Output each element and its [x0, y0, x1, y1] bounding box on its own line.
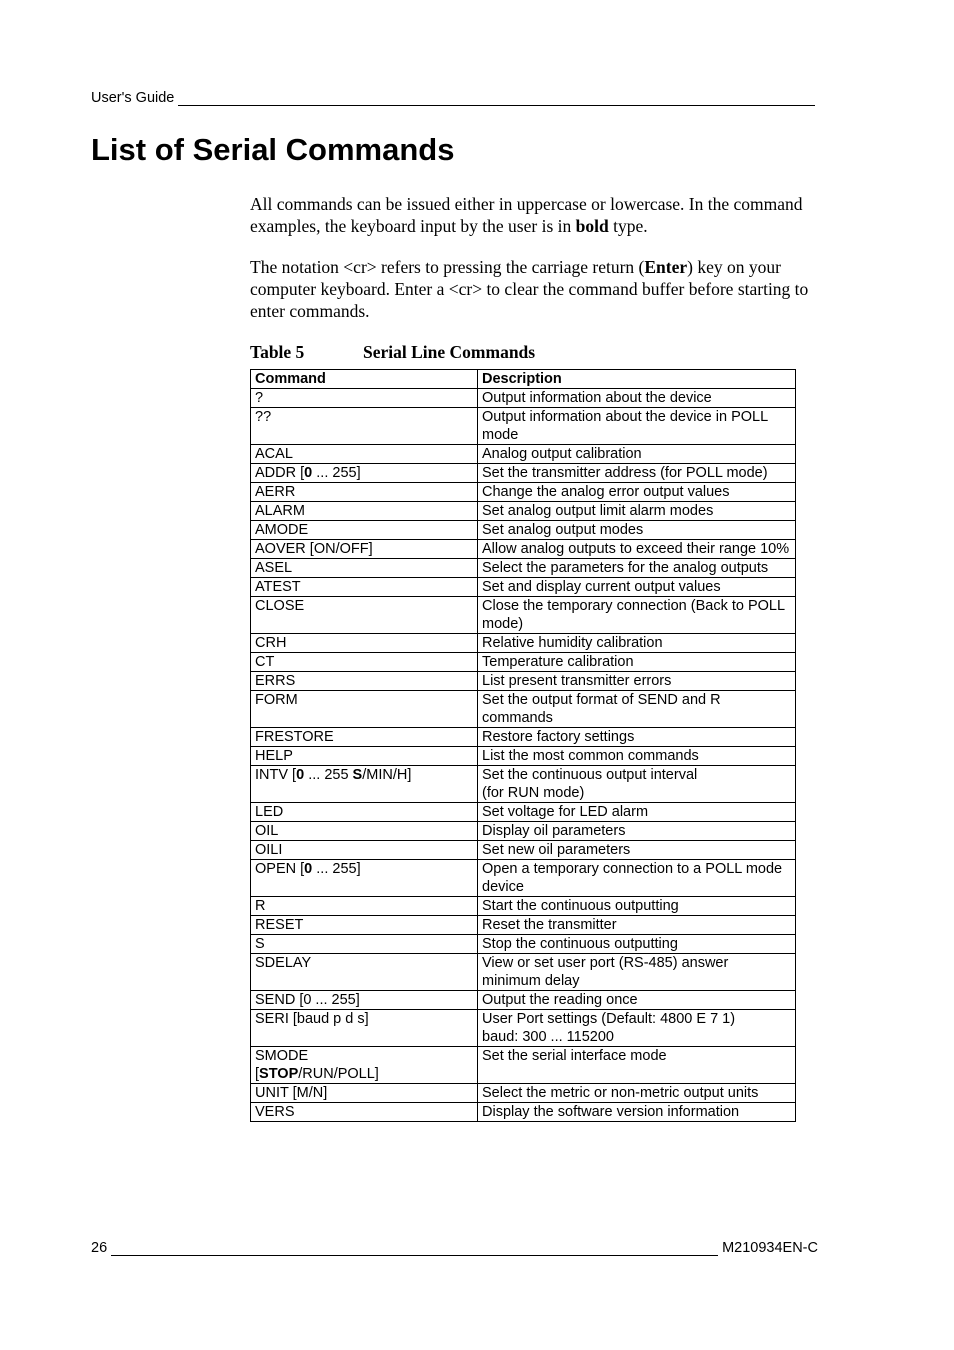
command-cell — [251, 559, 478, 578]
command-part: UNIT [M/N] — [255, 1085, 328, 1101]
table-row — [251, 578, 796, 597]
command-cell — [251, 747, 478, 766]
table-row — [251, 1084, 796, 1103]
description-cell: Analog output calibration — [478, 445, 796, 464]
command-part: ATEST — [255, 579, 301, 595]
table-caption — [250, 342, 536, 363]
description-cell: List the most common commands — [478, 747, 796, 766]
description-cell: Reset the transmitter — [478, 916, 796, 935]
command-bold-part: STOP — [259, 1066, 299, 1082]
table-row — [251, 728, 796, 747]
notation-text-bold: Enter — [644, 257, 688, 277]
description-cell: Open a temporary connection to a POLL mode device — [478, 860, 796, 897]
command-cell — [251, 1010, 478, 1047]
table-row — [251, 803, 796, 822]
caption-label: Table 5 — [250, 342, 305, 362]
description-cell: Select the metric or non-metric output units — [478, 1084, 796, 1103]
table-row — [251, 1010, 796, 1047]
command-part: ADDR [ — [255, 465, 305, 481]
description-cell: Set analog output limit alarm modes — [478, 502, 796, 521]
command-part: CLOSE — [255, 598, 305, 614]
page-number: 26 — [91, 1240, 108, 1256]
command-part: SDELAY — [255, 955, 312, 971]
running-header — [91, 90, 815, 106]
description-cell: Stop the continuous outputting — [478, 935, 796, 954]
command-cell — [251, 1047, 478, 1084]
description-cell: Change the analog error output values — [478, 483, 796, 502]
command-bold-part: 0 — [304, 465, 313, 481]
intro-text-pre: All commands can be issued either in uppercase or lowercase. In the command examples, the keyboard input by the user is in — [250, 194, 803, 236]
intro-text-post: type. — [608, 216, 648, 236]
command-cell — [251, 991, 478, 1010]
description-cell: Set voltage for LED alarm — [478, 803, 796, 822]
table-row — [251, 916, 796, 935]
page-title: List of Serial Commands — [91, 132, 455, 167]
description-cell: User Port settings (Default: 4800 E 7 1) baud: 300 ... 115200 — [478, 1010, 796, 1047]
command-cell — [251, 464, 478, 483]
notation-text-post: ) key on your computer keyboard. Enter a <cr> to clear the command buffer before starting to enter commands. — [250, 257, 809, 321]
table-row — [251, 860, 796, 897]
description-cell: Set the serial interface mode — [478, 1047, 796, 1084]
description-cell: Temperature calibration — [478, 653, 796, 672]
command-cell — [251, 897, 478, 916]
table-row — [251, 1047, 796, 1084]
command-cell — [251, 916, 478, 935]
command-cell — [251, 483, 478, 502]
table-body — [251, 389, 796, 1122]
description-cell: Start the continuous outputting — [478, 897, 796, 916]
table-row — [251, 445, 796, 464]
table-row — [251, 841, 796, 860]
description-cell: List present transmitter errors — [478, 672, 796, 691]
table-row — [251, 653, 796, 672]
command-bold-part: 0 — [304, 861, 313, 877]
command-cell — [251, 389, 478, 408]
command-cell — [251, 634, 478, 653]
notation-text-pre: The notation <cr> refers to pressing the carriage return ( — [250, 257, 645, 277]
table-row — [251, 766, 796, 803]
command-part: ? — [255, 390, 264, 406]
header-rule — [178, 91, 815, 106]
command-part: AOVER [ON/OFF] — [255, 541, 373, 557]
description-cell: Set the output format of SEND and R commands — [478, 691, 796, 728]
table-row — [251, 822, 796, 841]
table-row — [251, 408, 796, 445]
table-row — [251, 483, 796, 502]
command-part: SMODE [ — [255, 1048, 309, 1082]
command-cell — [251, 691, 478, 728]
caption-title: Serial Line Commands — [363, 342, 536, 362]
command-part: S — [255, 936, 265, 952]
description-cell: Set analog output modes — [478, 521, 796, 540]
header-text: User's Guide — [91, 90, 175, 106]
description-cell: Relative humidity calibration — [478, 634, 796, 653]
doc-code: M210934EN-C — [722, 1240, 818, 1256]
table-row — [251, 935, 796, 954]
command-cell — [251, 766, 478, 803]
command-part: R — [255, 898, 266, 914]
description-cell: Output information about the device in POLL mode — [478, 408, 796, 445]
footer-rule — [111, 1241, 718, 1256]
description-cell: Output the reading once — [478, 991, 796, 1010]
command-part: OILI — [255, 842, 283, 858]
table-row — [251, 597, 796, 634]
intro-paragraph — [250, 193, 810, 237]
command-part: ERRS — [255, 673, 296, 689]
command-part: ASEL — [255, 560, 293, 576]
command-cell — [251, 954, 478, 991]
command-cell — [251, 1103, 478, 1122]
command-part: SEND [0 ... 255] — [255, 992, 360, 1008]
table-row — [251, 502, 796, 521]
header-command: Command — [251, 370, 478, 389]
table-row — [251, 559, 796, 578]
table-row — [251, 464, 796, 483]
description-cell: Close the temporary connection (Back to POLL mode) — [478, 597, 796, 634]
table-row — [251, 634, 796, 653]
command-part: AMODE — [255, 522, 309, 538]
command-part: INTV [ — [255, 767, 297, 783]
command-cell — [251, 502, 478, 521]
command-part: /MIN/H] — [362, 767, 412, 783]
table-row — [251, 991, 796, 1010]
table-row — [251, 672, 796, 691]
description-cell: View or set user port (RS-485) answer minimum delay — [478, 954, 796, 991]
command-part: FORM — [255, 692, 298, 708]
description-cell: Allow analog outputs to exceed their range 10% — [478, 540, 796, 559]
command-part: ALARM — [255, 503, 305, 519]
table-header-row — [251, 370, 796, 389]
command-cell — [251, 597, 478, 634]
command-cell — [251, 728, 478, 747]
running-footer — [91, 1240, 818, 1256]
command-cell — [251, 935, 478, 954]
command-cell — [251, 1084, 478, 1103]
intro-text-bold: bold — [575, 216, 609, 236]
command-cell — [251, 803, 478, 822]
command-part: ?? — [255, 409, 272, 425]
description-cell: Restore factory settings — [478, 728, 796, 747]
command-cell — [251, 578, 478, 597]
description-cell: Select the parameters for the analog outputs — [478, 559, 796, 578]
description-cell: Display oil parameters — [478, 822, 796, 841]
command-part: ... 255] — [312, 465, 361, 481]
command-part: VERS — [255, 1104, 295, 1120]
header-description: Description — [478, 370, 796, 389]
command-part: HELP — [255, 748, 293, 764]
table-row — [251, 521, 796, 540]
description-cell: Set the continuous output interval (for RUN mode) — [478, 766, 796, 803]
command-part: FRESTORE — [255, 729, 334, 745]
command-cell — [251, 408, 478, 445]
command-part: ... 255 — [304, 767, 353, 783]
command-part: ACAL — [255, 446, 293, 462]
command-part: /RUN/POLL] — [298, 1066, 379, 1082]
command-cell — [251, 672, 478, 691]
command-part: OPEN [ — [255, 861, 305, 877]
description-cell: Output information about the device — [478, 389, 796, 408]
table-row — [251, 747, 796, 766]
table-row — [251, 954, 796, 991]
command-cell — [251, 653, 478, 672]
description-cell: Set new oil parameters — [478, 841, 796, 860]
command-cell — [251, 860, 478, 897]
command-part: LED — [255, 804, 284, 820]
description-cell: Display the software version information — [478, 1103, 796, 1122]
command-part: ... 255] — [312, 861, 361, 877]
serial-commands-table — [250, 369, 796, 1122]
description-cell: Set the transmitter address (for POLL mode) — [478, 464, 796, 483]
command-bold-part: S — [352, 767, 363, 783]
command-cell — [251, 822, 478, 841]
command-part: AERR — [255, 484, 296, 500]
description-cell: Set and display current output values — [478, 578, 796, 597]
table-row — [251, 540, 796, 559]
command-cell — [251, 521, 478, 540]
table-row — [251, 389, 796, 408]
command-part: OIL — [255, 823, 279, 839]
notation-paragraph — [250, 256, 810, 322]
command-part: CT — [255, 654, 275, 670]
command-cell — [251, 540, 478, 559]
command-part: CRH — [255, 635, 287, 651]
command-part: SERI [baud p d s] — [255, 1011, 369, 1027]
command-cell — [251, 445, 478, 464]
command-bold-part: 0 — [296, 767, 305, 783]
command-part: RESET — [255, 917, 304, 933]
command-cell — [251, 841, 478, 860]
table-row — [251, 1103, 796, 1122]
table-row — [251, 691, 796, 728]
table-row — [251, 897, 796, 916]
